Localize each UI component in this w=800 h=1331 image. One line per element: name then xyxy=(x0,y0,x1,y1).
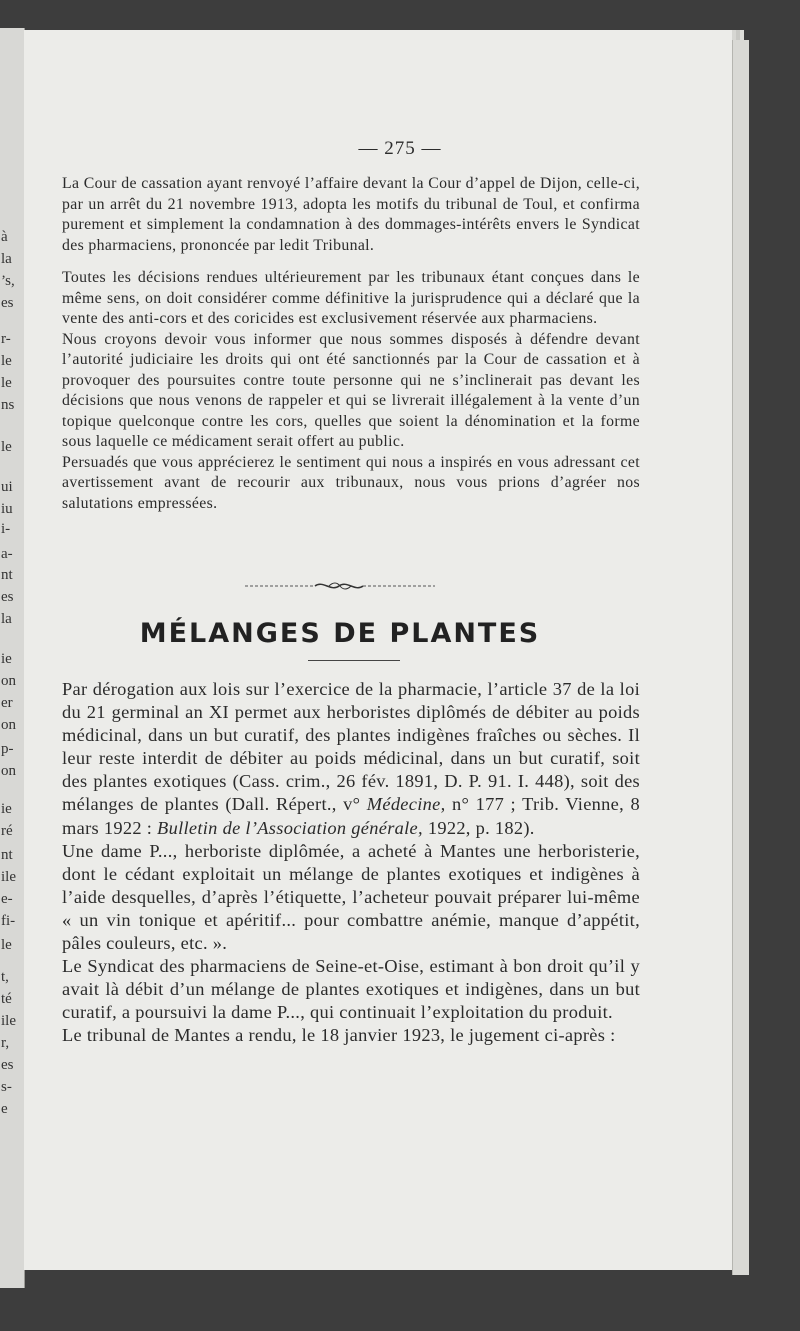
margin-fragment: on xyxy=(1,673,16,689)
margin-fragment: nt xyxy=(1,847,13,863)
margin-fragment: ile xyxy=(1,1013,16,1029)
margin-fragment: ’s, xyxy=(1,273,15,289)
body-text-run: 1922, p. 182). xyxy=(427,817,535,838)
letter-paragraph: Persuadés que vous apprécierez le sentiment qui nous a inspirés en vous adressant cet avertissement avant de recourir aux tribunaux, nous vous prions d’agréer nos salutations empressées. xyxy=(62,453,640,512)
margin-fragment: le xyxy=(1,375,12,391)
margin-fragment: le xyxy=(1,439,12,455)
margin-fragment: ile xyxy=(1,869,16,885)
margin-fragment: er xyxy=(1,695,13,711)
margin-fragment: r- xyxy=(1,331,11,347)
margin-fragment: t, xyxy=(1,969,9,985)
section-title: MÉLANGES DE PLANTES xyxy=(139,618,541,649)
body-text-run: Par dérogation aux lois sur l’exercice de la pharmacie, l’article 37 de la loi du 21 germinal an XI permet aux herboristes diplômés de débiter au poids médicinal, dans un but curatif, des plantes indigènes fraîches ou sèches. Il leur reste interdit de débiter au poids médicinal, dans un but curatif, soit des plantes exotiques (Cass. crim., 26 fév. 1891, D. P. 91. I. 448), soit des mélanges de plantes (Dall. Répert., v° xyxy=(62,679,640,815)
letter-text xyxy=(62,174,640,514)
margin-fragment: la xyxy=(1,251,12,267)
body-paragraph: Le tribunal de Mantes a rendu, le 18 janvier 1923, le jugement ci-après : xyxy=(62,1025,616,1046)
margin-fragment: le xyxy=(1,937,12,953)
article-body xyxy=(62,678,640,1048)
margin-fragment: es xyxy=(1,295,14,311)
body-paragraph xyxy=(62,678,640,840)
margin-fragment: p- xyxy=(1,741,14,757)
italic-reference: Bulletin de l’Association générale, xyxy=(157,817,423,838)
margin-fragment: ré xyxy=(1,823,13,839)
margin-fragment: le xyxy=(1,353,12,369)
margin-fragment: fi- xyxy=(1,913,16,929)
margin-fragment: té xyxy=(1,991,12,1007)
margin-fragment: ns xyxy=(1,397,15,413)
margin-fragment: e xyxy=(1,1101,8,1117)
margin-fragment: à xyxy=(1,229,8,245)
letter-paragraph: Nous croyons devoir vous informer que nous sommes disposés à défendre devant l’autorité judiciaire les droits qui ont été sanctionnés par la Cour de cassation et à provoquer des poursuites contre toute personne qui ne s’inclinerait pas devant les décisions que nous venons de rappeler et qui se livrerait illégalement à la vente d’un topique quelconque contre les cors, quelles que soient la dénomination et la forme sous laquelle ce médicament serait offert au public. xyxy=(62,330,640,450)
margin-fragment: nt xyxy=(1,567,13,583)
margin-fragment: e- xyxy=(1,891,13,907)
margin-fragment: ie xyxy=(1,801,12,817)
body-text-run: n° 177 ; Trib. Vienne, 8 mars 1922 : xyxy=(62,794,640,838)
previous-page-edge xyxy=(0,28,25,1288)
margin-fragment: ui xyxy=(1,479,13,495)
page-number: — 275 — xyxy=(358,138,442,159)
title-underline xyxy=(308,660,400,661)
body-paragraph: Une dame P..., herboriste diplômée, a acheté à Mantes une herboristerie, dont le cédant exploitait un mélange de plantes exotiques et indigènes à l’aide desquelles, d’après l’étiquette, l’acheteur pouvait préparer lui-même « un vin tonique et apéritif... pour combattre anémie, manque d’appétit, pâles couleurs, etc. ». xyxy=(62,840,640,954)
margin-fragment: es xyxy=(1,1057,14,1073)
page-stack-edge xyxy=(732,40,749,1275)
margin-fragment: es xyxy=(1,589,14,605)
margin-fragment: r, xyxy=(1,1035,10,1051)
letter-paragraph: La Cour de cassation ayant renvoyé l’affaire devant la Cour d’appel de Dijon, celle-ci, par un arrêt du 21 novembre 1913, adopta les motifs du tribunal de Toul, et confirma purement et simplement la condamnation à des dommages-intérêts envers le Syndicat des pharmaciens, prononcée par ledit Tribunal. xyxy=(62,175,640,254)
italic-reference: Médecine, xyxy=(366,794,446,815)
body-paragraph: Le Syndicat des pharmaciens de Seine-et-Oise, estimant à bon droit qu’il y avait là débit d’un mélange de plantes exotiques et indigènes, dans un but curatif, a poursuivi la dame P..., qui continuait l’exploitation du produit. xyxy=(62,956,640,1023)
margin-fragment: s- xyxy=(1,1079,12,1095)
ornamental-divider xyxy=(245,578,435,594)
margin-fragment: la xyxy=(1,611,12,627)
margin-fragment: on xyxy=(1,763,16,779)
margin-fragment: ie xyxy=(1,651,12,667)
margin-fragment: i- xyxy=(1,521,11,537)
letter-paragraph: Toutes les décisions rendues ultérieurement par les tribunaux étant conçues dans le même sens, on doit considérer comme définitive la jurisprudence qui a déclaré que la vente des anti-cors et des coricides est exclusivement réservée aux pharmaciens. xyxy=(62,269,640,327)
margin-fragment: a- xyxy=(1,546,13,562)
margin-fragment: iu xyxy=(1,501,13,517)
margin-fragment: on xyxy=(1,717,16,733)
